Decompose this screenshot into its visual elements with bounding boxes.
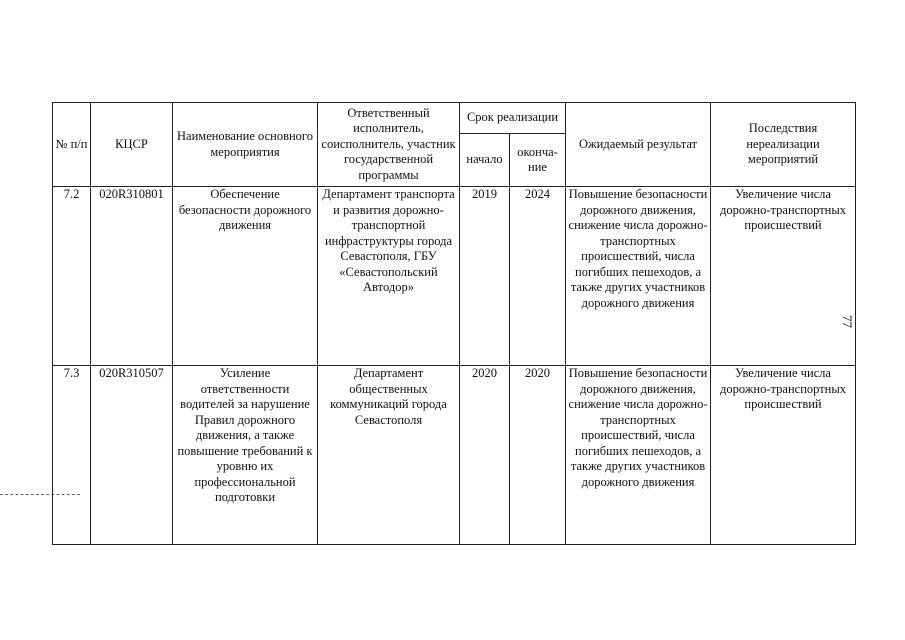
table-header-row <box>53 103 856 134</box>
header-kcsr: КЦСР <box>91 103 173 187</box>
header-name: Наименование основного мероприятия <box>173 103 318 187</box>
cell-name: Усиление ответственности водителей за нарушение Правил дорожного движения, а также повышение требований к уровню их профессиональной подготовки <box>173 366 318 545</box>
header-num: № п/п <box>53 103 91 187</box>
cell-end: 2024 <box>510 187 566 366</box>
cell-start: 2019 <box>460 187 510 366</box>
header-end: оконча-ние <box>510 134 566 187</box>
cell-result: Повышение безопасности дорожного движения, снижение числа дорожно-транспортных происшествий, числа погибших пешеходов, а также других участников дорожного движения <box>566 366 711 545</box>
header-start: начало <box>460 134 510 187</box>
cell-kcsr: 020R310507 <box>91 366 173 545</box>
cell-consequences: Увеличение числа дорожно-транспортных происшествий <box>711 187 856 366</box>
cell-num: 7.2 <box>53 187 91 366</box>
header-responsible: Ответственный исполнитель, соисполнитель, участник государственной программы <box>318 103 460 187</box>
cell-consequences: Увеличение числа дорожно-транспортных происшествий <box>711 366 856 545</box>
header-result: Ожидаемый результат <box>566 103 711 187</box>
cell-end: 2020 <box>510 366 566 545</box>
page-number: 77 <box>840 315 855 328</box>
cell-responsible: Департамент общественных коммуникаций города Севастополя <box>318 366 460 545</box>
cell-responsible: Департамент транспорта и развития дорожно-транспортной инфраструктуры города Севастополя, ГБУ «Севастопольский Автодор» <box>318 187 460 366</box>
cell-name: Обеспечение безопасности дорожного движения <box>173 187 318 366</box>
cell-start: 2020 <box>460 366 510 545</box>
table-row <box>53 187 856 366</box>
table-row <box>53 366 856 545</box>
cell-num: 7.3 <box>53 366 91 545</box>
cell-kcsr: 020R310801 <box>91 187 173 366</box>
header-period: Срок реализации <box>460 103 566 134</box>
measures-table <box>52 102 856 545</box>
cell-result: Повышение безопасности дорожного движения, снижение числа дорожно-транспортных происшествий, числа погибших пешеходов, а также других участников дорожного движения <box>566 187 711 366</box>
header-consequences: Последствия нереализации мероприятий <box>711 103 856 187</box>
